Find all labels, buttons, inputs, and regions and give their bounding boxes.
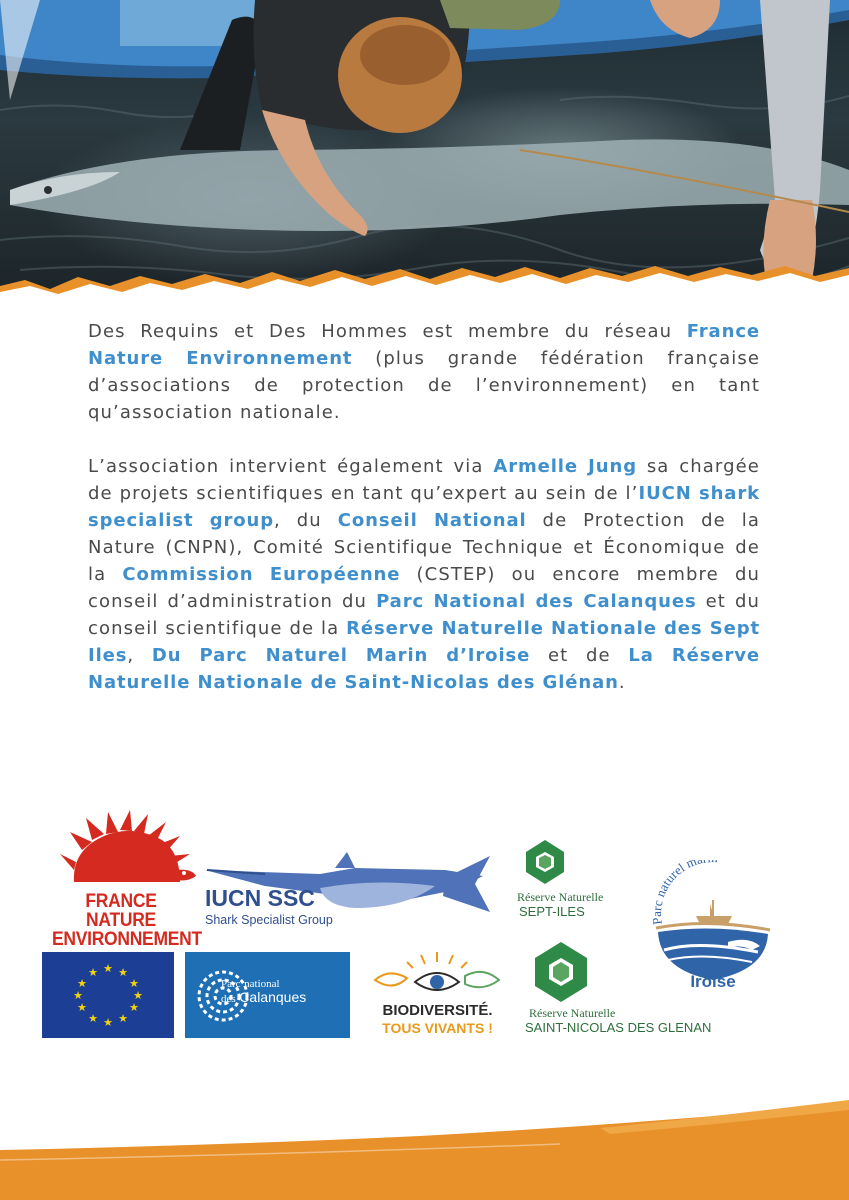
text-span: sa chargée de projets scientifiques en tant qu’expert au sein de l’ <box>88 456 760 504</box>
hedgehog-icon <box>52 810 202 888</box>
highlight-armelle-jung: Armelle Jung <box>493 456 637 477</box>
turtle-shell-icon <box>529 940 593 1004</box>
svg-text:★: ★ <box>129 1001 139 1014</box>
iroise-name: Iroise <box>690 972 736 991</box>
svg-text:★: ★ <box>118 966 128 979</box>
fne-line2: ENVIRONNEMENT <box>52 929 202 950</box>
sept-iles-line2: SEPT-ILES <box>519 904 585 919</box>
iucn-subtitle: Shark Specialist Group <box>205 913 333 927</box>
sept-iles-line1: Réserve Naturelle <box>517 890 604 904</box>
turtle-shell-icon <box>520 838 570 886</box>
highlight-commission: Commission Européenne <box>122 564 401 585</box>
eye-leaf-icon <box>365 950 510 1000</box>
svg-text:★: ★ <box>77 1001 87 1014</box>
svg-text:★: ★ <box>73 989 83 1002</box>
shark-release-photo <box>0 0 849 300</box>
eu-stars-icon <box>42 952 174 1038</box>
highlight-iucn: IUCN shark specialist group <box>88 483 760 531</box>
highlight-iroise: Du Parc Naturel Marin d’Iroise <box>151 645 531 666</box>
calanques-word-calanques: Calanques <box>239 989 307 1005</box>
logo-france-nature-environnement <box>52 810 202 950</box>
iroise-arc-text: Parc naturel m <box>649 860 699 926</box>
logo-reserve-glenan <box>525 940 712 1035</box>
text-span: et du conseil scientifique de la <box>88 591 761 639</box>
fne-line1: FRANCE NATURE <box>85 891 157 931</box>
svg-text:★: ★ <box>133 989 143 1002</box>
svg-text:★: ★ <box>118 1012 128 1025</box>
svg-text:Parc naturel marin <box>649 860 718 926</box>
highlight-fne: France Nature Environnement <box>88 321 760 369</box>
text-span: L’association intervient également via <box>88 456 494 477</box>
text-span: Des Requins et Des Hommes est membre du réseau <box>88 321 687 342</box>
svg-text:★: ★ <box>103 1016 113 1029</box>
highlight-sept-iles: Réserve Naturelle Nationale des Sept Iles <box>88 618 760 666</box>
calanques-word-national: national <box>244 978 280 990</box>
biodiversite-line1: BIODIVERSITÉ. <box>382 1002 493 1019</box>
logo-eu-flag <box>42 952 174 1038</box>
body-text <box>88 318 760 696</box>
text-span: , du <box>274 510 338 531</box>
svg-text:★: ★ <box>77 977 87 990</box>
glenan-line2: SAINT-NICOLAS DES GLENAN <box>525 1020 712 1035</box>
highlight-conseil-national: Conseil National <box>337 510 527 531</box>
calanques-word-parc: Parc <box>221 978 241 990</box>
highlight-calanques: Parc National des Calanques <box>376 591 697 612</box>
svg-text:★: ★ <box>103 962 113 975</box>
svg-text:★: ★ <box>88 966 98 979</box>
text-span: . <box>618 672 626 693</box>
paragraph-membership <box>88 318 760 426</box>
calanques-word-des: des <box>221 993 236 1005</box>
paragraph-involvement <box>88 453 760 696</box>
header-photo <box>0 0 849 300</box>
text-span: de Protection de la Nature (CNPN), Comité Scientifique Technique et Économique de la <box>88 510 760 585</box>
svg-text:★: ★ <box>88 1012 98 1025</box>
svg-text:★: ★ <box>129 977 139 990</box>
text-span: (CSTEP) ou encore membre du conseil d’administration du <box>88 564 760 612</box>
logo-iucn-ssc <box>205 848 490 930</box>
logo-biodiversite-tous-vivants <box>365 950 510 1040</box>
bottom-brush-stroke <box>0 1090 849 1200</box>
logo-parc-national-calanques <box>185 952 350 1038</box>
logo-reserve-sept-iles <box>515 838 625 918</box>
biodiversite-line2: TOUS VIVANTS ! <box>382 1020 493 1036</box>
glenan-line1: Réserve Naturelle <box>529 1006 616 1020</box>
text-span: (plus grande fédération française d’associations de protection de l’environnement) en tant qu’association nationale. <box>88 348 760 423</box>
highlight-glenan: La Réserve Naturelle Nationale de Saint-Nicolas des Glénan <box>88 645 760 693</box>
iucn-title: IUCN SSC <box>205 885 315 911</box>
text-span: , <box>127 645 152 666</box>
text-span: et de <box>530 645 629 666</box>
